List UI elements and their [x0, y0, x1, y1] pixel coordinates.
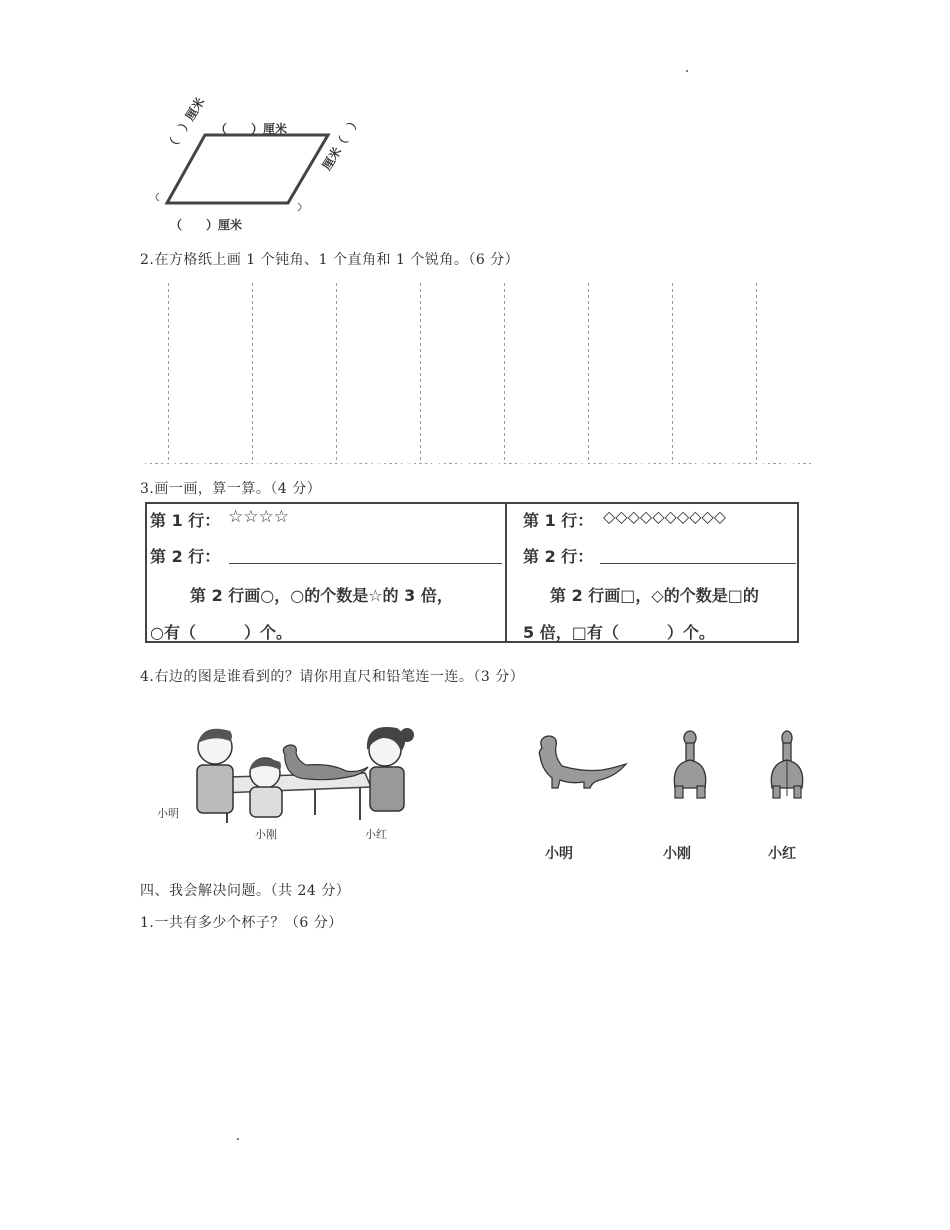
q3-left-desc-line2: ○有（ ）个。	[150, 623, 292, 642]
scene-label-xiaoming: 小明	[157, 807, 179, 820]
dinosaur-side-view[interactable]	[530, 730, 630, 800]
scene-label-xiaogang: 小刚	[255, 828, 277, 841]
toy-dinosaur	[283, 745, 368, 780]
q3-table-divider	[505, 502, 507, 643]
parallelogram-left-label: （ ）厘米	[163, 95, 208, 154]
parallelogram-bottom-label: （ ）厘米	[170, 218, 243, 232]
girl-xiaohong-body	[370, 767, 404, 811]
dinosaur-front-view[interactable]	[665, 728, 715, 803]
boy-xiaoming-body	[197, 765, 233, 813]
q3-left-stars: ☆☆☆☆	[228, 507, 289, 527]
parallelogram-right-label: 厘米（ ）	[319, 114, 364, 173]
q3-right-row2-label: 第 2 行：	[523, 547, 594, 566]
q3-right-desc-line1: 第 2 行画□，◇的个数是□的	[550, 586, 759, 605]
bracket-mark	[156, 193, 159, 201]
view-label-xiaohong: 小红	[768, 846, 796, 862]
dinosaur-back-view[interactable]	[765, 728, 810, 803]
q3-right-diamonds: ◇◇◇◇◇◇◇◇◇◇	[603, 507, 727, 526]
scan-dot	[686, 70, 688, 72]
bracket-mark	[298, 203, 301, 211]
section-4-title: 四、我会解决问题。（共 24 分）	[140, 883, 351, 899]
q3-right-row1-label: 第 1 行：	[523, 511, 594, 530]
parallelogram-shape	[167, 135, 328, 203]
square-grid-paper[interactable]	[140, 280, 811, 464]
q3-left-desc-line1: 第 2 行画○，○的个数是☆的 3 倍，	[190, 586, 453, 605]
parallelogram-top-label: （ ）厘米	[215, 122, 288, 136]
q3-left-row2-label: 第 2 行：	[150, 547, 221, 566]
q3-right-desc-line2: 5 倍，□有（ ）个。	[523, 623, 715, 642]
q3-left-answer-line[interactable]	[229, 563, 502, 564]
view-label-xiaogang: 小刚	[663, 846, 691, 862]
question-3-title: 3.画一画，算一算。（4 分）	[140, 481, 322, 497]
boy-xiaogang-body	[250, 787, 282, 817]
q3-left-row1-label: 第 1 行：	[150, 511, 221, 530]
view-label-xiaoming: 小明	[545, 846, 573, 862]
question-4-title: 4.右边的图是谁看到的？请你用直尺和铅笔连一连。（3 分）	[140, 669, 525, 685]
children-and-dinosaur-scene	[175, 715, 435, 835]
q3-right-answer-line[interactable]	[600, 563, 796, 564]
question-2-title: 2.在方格纸上画 1 个钝角、1 个直角和 1 个锐角。（6 分）	[140, 252, 520, 268]
problem-1-title: 1.一共有多少个杯子？（6 分）	[140, 915, 343, 931]
scene-label-xiaohong: 小红	[365, 828, 387, 841]
girl-xiaohong-bun	[400, 728, 414, 742]
scan-dot	[237, 1138, 239, 1140]
